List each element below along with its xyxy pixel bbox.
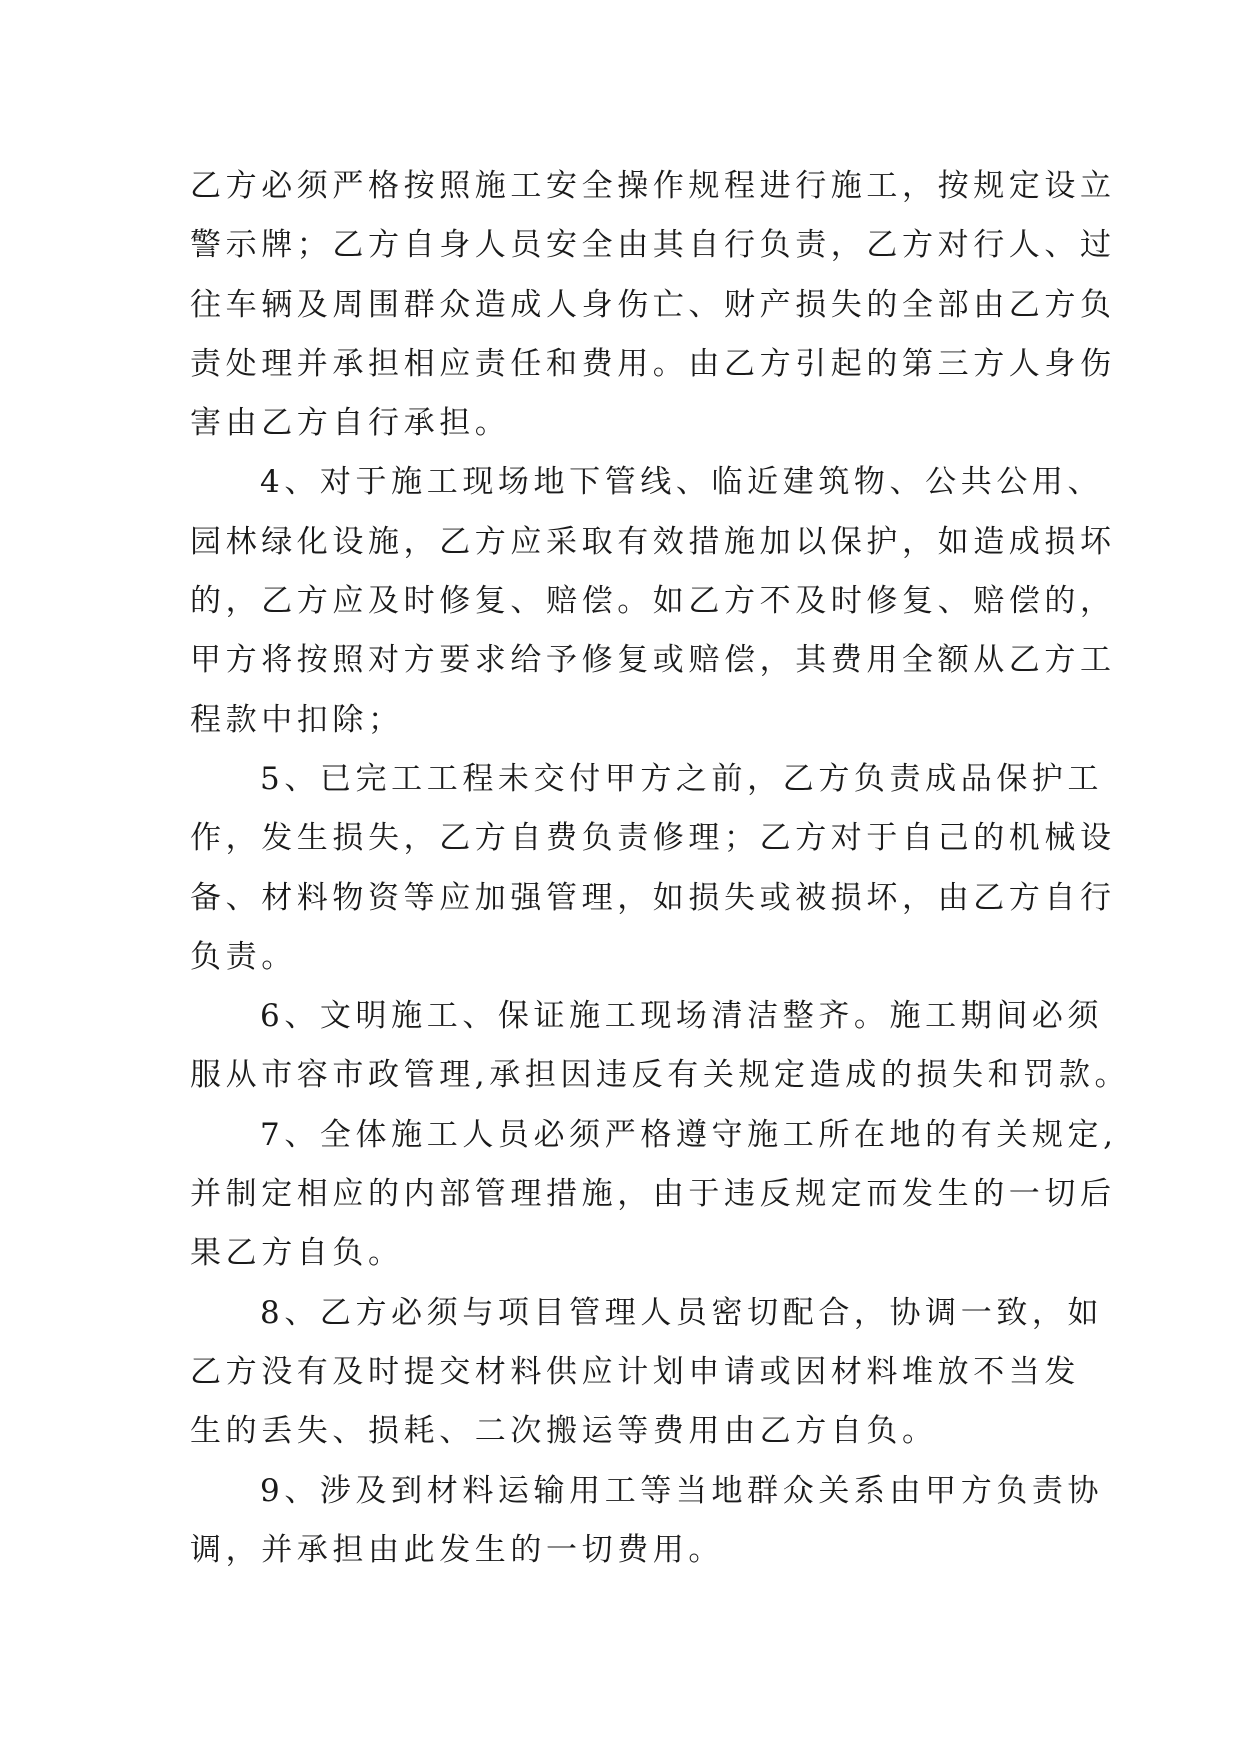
paragraph-item-6 (190, 987, 1131, 1106)
paragraph-item-8 (190, 1284, 1104, 1462)
text-line: 往车辆及周围群众造成人身伤亡、财产损失的全部由乙方负 (190, 286, 1116, 323)
text-line: 9、涉及到材料运输用工等当地群众关系由甲方负责协 (260, 1472, 1104, 1509)
text-line: 果乙方自负。 (190, 1235, 404, 1272)
text-line: 园林绿化设施，乙方应采取有效措施加以保护，如造成损坏 (190, 523, 1116, 560)
document-body (190, 157, 1131, 1580)
text-line: 的，乙方应及时修复、赔偿。如乙方不及时修复、赔偿的， (190, 583, 1116, 620)
text-line: 程款中扣除； (190, 701, 404, 738)
text-line: 责处理并承担相应责任和费用。由乙方引起的第三方人身伤 (190, 345, 1116, 382)
paragraph-item-7 (190, 1106, 1118, 1284)
text-line: 服从市容市政管理,承担因违反有关规定造成的损失和罚款。 (190, 1057, 1131, 1094)
text-line: 5、已完工工程未交付甲方之前，乙方负责成品保护工 (260, 760, 1104, 797)
text-line: 调，并承担由此发生的一切费用。 (190, 1531, 724, 1568)
paragraph-item-9 (190, 1462, 1104, 1581)
text-line: 乙方必须严格按照施工安全操作规程进行施工，按规定设立 (190, 168, 1116, 204)
text-line: 8、乙方必须与项目管理人员密切配合，协调一致，如 (260, 1294, 1104, 1331)
text-line: 7、全体施工人员必须严格遵守施工所在地的有关规定, (260, 1116, 1118, 1153)
text-line: 生的丢失、损耗、二次搬运等费用由乙方自负。 (190, 1413, 938, 1450)
paragraph-safety (190, 157, 1116, 453)
paragraph-item-5 (190, 750, 1116, 987)
text-line: 负责。 (190, 938, 297, 975)
text-line: 乙方没有及时提交材料供应计划申请或因材料堆放不当发 (190, 1353, 1080, 1390)
paragraph-item-4 (190, 453, 1116, 749)
text-line: 并制定相应的内部管理措施，由于违反规定而发生的一切后 (190, 1176, 1116, 1213)
text-line: 警示牌；乙方自身人员安全由其自行负责，乙方对行人、过 (190, 227, 1116, 264)
text-line: 作，发生损失，乙方自费负责修理；乙方对于自己的机械设 (190, 820, 1116, 857)
text-line: 4、对于施工现场地下管线、临近建筑物、公共公用、 (260, 464, 1104, 501)
text-line: 甲方将按照对方要求给予修复或赔偿，其费用全额从乙方工 (190, 642, 1116, 679)
text-line: 备、材料物资等应加强管理，如损失或被损坏，由乙方自行 (190, 879, 1116, 916)
text-line: 6、文明施工、保证施工现场清洁整齐。施工期间必须 (260, 998, 1104, 1035)
text-line: 害由乙方自行承担。 (190, 405, 511, 442)
